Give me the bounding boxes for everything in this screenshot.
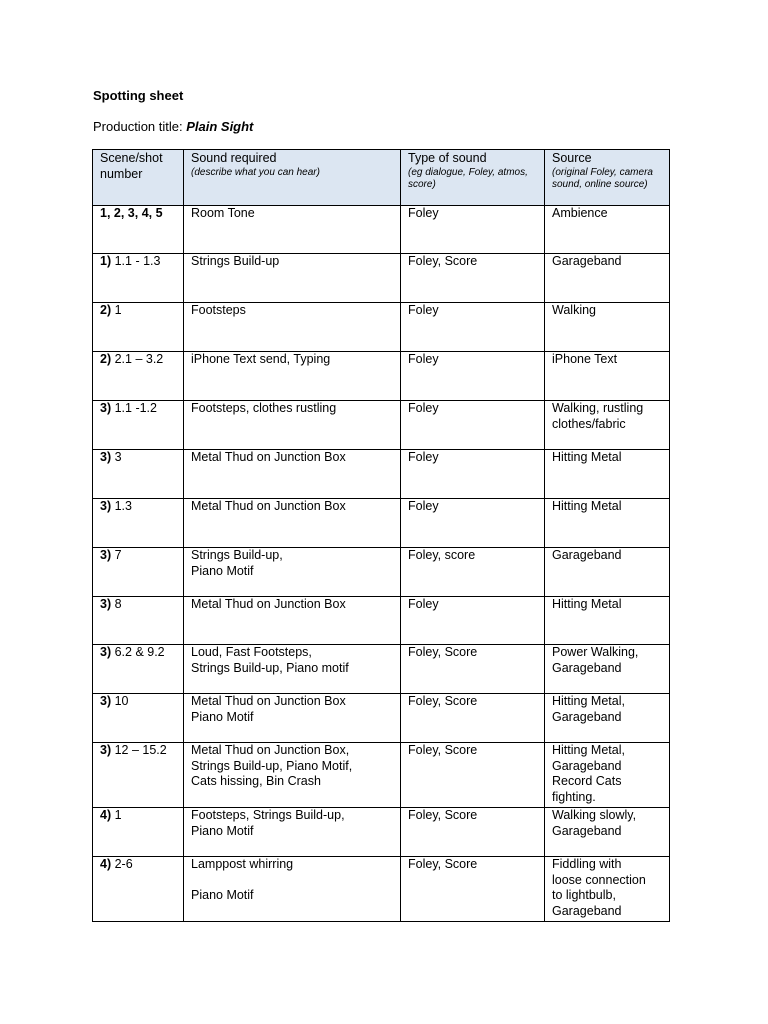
sound-line: Metal Thud on Junction Box (191, 499, 346, 513)
cell-source (545, 352, 670, 401)
scene-number: 3) (100, 645, 112, 659)
cell-source (545, 645, 670, 694)
shot-range: 10 (111, 694, 129, 708)
scene-number: 1, 2, 3, 4, 5 (100, 206, 163, 220)
source-line: Garageband (552, 903, 622, 918)
cell-type-of-sound: Foley, Score (401, 808, 545, 857)
source-line: Garageband (552, 548, 622, 562)
production-title-label: Production title: (93, 119, 187, 134)
table-row (93, 743, 670, 808)
cell-sound-required (184, 645, 401, 694)
cell-scene (93, 808, 184, 857)
header-row (93, 150, 670, 206)
source-line: Walking, rustling (552, 401, 644, 415)
header-source (545, 150, 670, 206)
table-row (93, 548, 670, 597)
shot-range: 1 (111, 808, 122, 822)
cell-sound-required (184, 254, 401, 303)
scene-number: 4) (100, 857, 112, 871)
header-sound-label: Sound required (191, 151, 277, 165)
table-row (93, 401, 670, 450)
cell-source (545, 401, 670, 450)
sound-line: Strings Build-up (191, 254, 280, 268)
cell-source (545, 254, 670, 303)
table-row (93, 450, 670, 499)
sound-line: Strings Build-up, Piano motif (191, 660, 349, 675)
sound-line (191, 873, 394, 888)
sound-line: Piano Motif (191, 563, 254, 578)
cell-source (545, 548, 670, 597)
sound-line: Room Tone (191, 206, 255, 220)
scene-number: 1) (100, 254, 112, 268)
cell-type-of-sound: Foley, Score (401, 857, 545, 922)
scene-number: 3) (100, 597, 112, 611)
cell-source (545, 303, 670, 352)
cell-type-of-sound: Foley, Score (401, 743, 545, 808)
document-heading: Spotting sheet (93, 88, 184, 103)
table-row (93, 808, 670, 857)
header-sound (184, 150, 401, 206)
sound-line: Metal Thud on Junction Box (191, 450, 346, 464)
cell-sound-required (184, 597, 401, 645)
source-line: iPhone Text (552, 352, 618, 366)
cell-scene (93, 597, 184, 645)
source-line: loose connection (552, 872, 646, 887)
shot-range: 8 (111, 597, 122, 611)
cell-type-of-sound: Foley, Score (401, 254, 545, 303)
sound-line: iPhone Text send, Typing (191, 352, 331, 366)
source-line: Ambience (552, 206, 608, 220)
table-row (93, 694, 670, 743)
sound-line: Piano Motif (191, 709, 254, 724)
source-line: Fiddling with (552, 857, 622, 871)
header-source-note: (original Foley, camera sound, online source) (552, 166, 653, 190)
shot-range: 1.1 -1.2 (111, 401, 157, 415)
scene-number: 2) (100, 352, 112, 366)
sound-line: Loud, Fast Footsteps, (191, 645, 312, 659)
cell-sound-required (184, 548, 401, 597)
cell-type-of-sound: Foley, score (401, 548, 545, 597)
cell-scene (93, 254, 184, 303)
header-sound-note: (describe what you can hear) (191, 166, 320, 178)
cell-sound-required (184, 499, 401, 548)
sound-line: Metal Thud on Junction Box (191, 694, 346, 708)
table-row (93, 303, 670, 352)
cell-type-of-sound: Foley (401, 597, 545, 645)
sound-line: Footsteps, clothes rustling (191, 401, 337, 415)
scene-number: 3) (100, 743, 112, 757)
cell-scene (93, 401, 184, 450)
cell-sound-required (184, 303, 401, 352)
scene-number: 3) (100, 401, 112, 415)
scene-number: 3) (100, 450, 112, 464)
cell-source (545, 597, 670, 645)
spotting-table (92, 149, 670, 922)
sound-line: Lamppost whirring (191, 857, 294, 871)
scene-number: 4) (100, 808, 112, 822)
sound-line: Cats hissing, Bin Crash (191, 774, 321, 788)
production-title-value: Plain Sight (186, 119, 254, 134)
cell-source (545, 857, 670, 922)
scene-number: 3) (100, 548, 112, 562)
table-row (93, 597, 670, 645)
scene-number: 2) (100, 303, 112, 317)
cell-scene (93, 450, 184, 499)
cell-sound-required (184, 401, 401, 450)
source-line: Garageband (552, 823, 622, 838)
cell-scene (93, 352, 184, 401)
sound-line: Strings Build-up, Piano Motif, (191, 758, 353, 773)
sound-line: Strings Build-up, (191, 548, 283, 562)
cell-scene (93, 548, 184, 597)
cell-source (545, 743, 670, 808)
source-line: clothes/fabric (552, 416, 626, 431)
cell-scene (93, 645, 184, 694)
source-line: Hitting Metal (552, 499, 622, 513)
header-scene: Scene/shot number (93, 150, 184, 206)
cell-type-of-sound: Foley, Score (401, 694, 545, 743)
header-source-label: Source (552, 151, 592, 165)
header-type (401, 150, 545, 206)
table-row (93, 206, 670, 254)
cell-type-of-sound: Foley (401, 303, 545, 352)
cell-type-of-sound: Foley (401, 401, 545, 450)
sound-line: Footsteps, Strings Build-up, (191, 808, 345, 822)
cell-type-of-sound: Foley (401, 206, 545, 254)
table-row (93, 645, 670, 694)
table-row (93, 857, 670, 922)
source-line: Garageband (552, 254, 622, 268)
cell-scene (93, 206, 184, 254)
scene-number: 3) (100, 694, 112, 708)
cell-type-of-sound: Foley (401, 499, 545, 548)
cell-source (545, 206, 670, 254)
header-type-label: Type of sound (408, 151, 487, 165)
source-line: Hitting Metal, (552, 694, 625, 708)
cell-source (545, 450, 670, 499)
shot-range: 2.1 – 3.2 (111, 352, 164, 366)
shot-range: 1.1 - 1.3 (111, 254, 161, 268)
cell-sound-required (184, 743, 401, 808)
shot-range: 1.3 (111, 499, 132, 513)
sound-line: Metal Thud on Junction Box (191, 597, 346, 611)
source-line: to lightbulb, (552, 888, 616, 902)
cell-sound-required (184, 694, 401, 743)
header-type-note: (eg dialogue, Foley, atmos, score) (408, 166, 528, 190)
shot-range: 2-6 (111, 857, 133, 871)
cell-scene (93, 694, 184, 743)
cell-sound-required (184, 808, 401, 857)
cell-sound-required (184, 857, 401, 922)
scene-number: 3) (100, 499, 112, 513)
source-line: Hitting Metal (552, 597, 622, 611)
source-line: Record Cats (552, 774, 622, 788)
source-line: Garageband (552, 709, 622, 724)
cell-scene (93, 499, 184, 548)
shot-range: 7 (111, 548, 122, 562)
table-row (93, 352, 670, 401)
cell-sound-required (184, 352, 401, 401)
source-line: Garageband (552, 660, 622, 675)
source-line: Walking slowly, (552, 808, 637, 822)
source-line: Hitting Metal, (552, 743, 625, 757)
shot-range: 1 (111, 303, 122, 317)
cell-type-of-sound: Foley, Score (401, 645, 545, 694)
table-body (93, 206, 670, 922)
production-title-line (93, 119, 253, 134)
shot-range: 6.2 & 9.2 (111, 645, 165, 659)
cell-scene (93, 303, 184, 352)
source-line: Garageband (552, 758, 622, 773)
source-line: Hitting Metal (552, 450, 622, 464)
shot-range: 3 (111, 450, 122, 464)
source-line: Walking (552, 303, 596, 317)
shot-range: 12 – 15.2 (111, 743, 167, 757)
cell-type-of-sound: Foley (401, 352, 545, 401)
table-row (93, 254, 670, 303)
table-row (93, 499, 670, 548)
cell-scene (93, 743, 184, 808)
cell-type-of-sound: Foley (401, 450, 545, 499)
source-line: Power Walking, (552, 645, 639, 659)
cell-sound-required (184, 450, 401, 499)
source-line: fighting. (552, 789, 596, 804)
sound-line: Piano Motif (191, 887, 254, 902)
cell-sound-required (184, 206, 401, 254)
cell-scene (93, 857, 184, 922)
cell-source (545, 499, 670, 548)
cell-source (545, 808, 670, 857)
sound-line: Footsteps (191, 303, 246, 317)
sound-line: Piano Motif (191, 823, 254, 838)
sound-line: Metal Thud on Junction Box, (191, 743, 350, 757)
cell-source (545, 694, 670, 743)
